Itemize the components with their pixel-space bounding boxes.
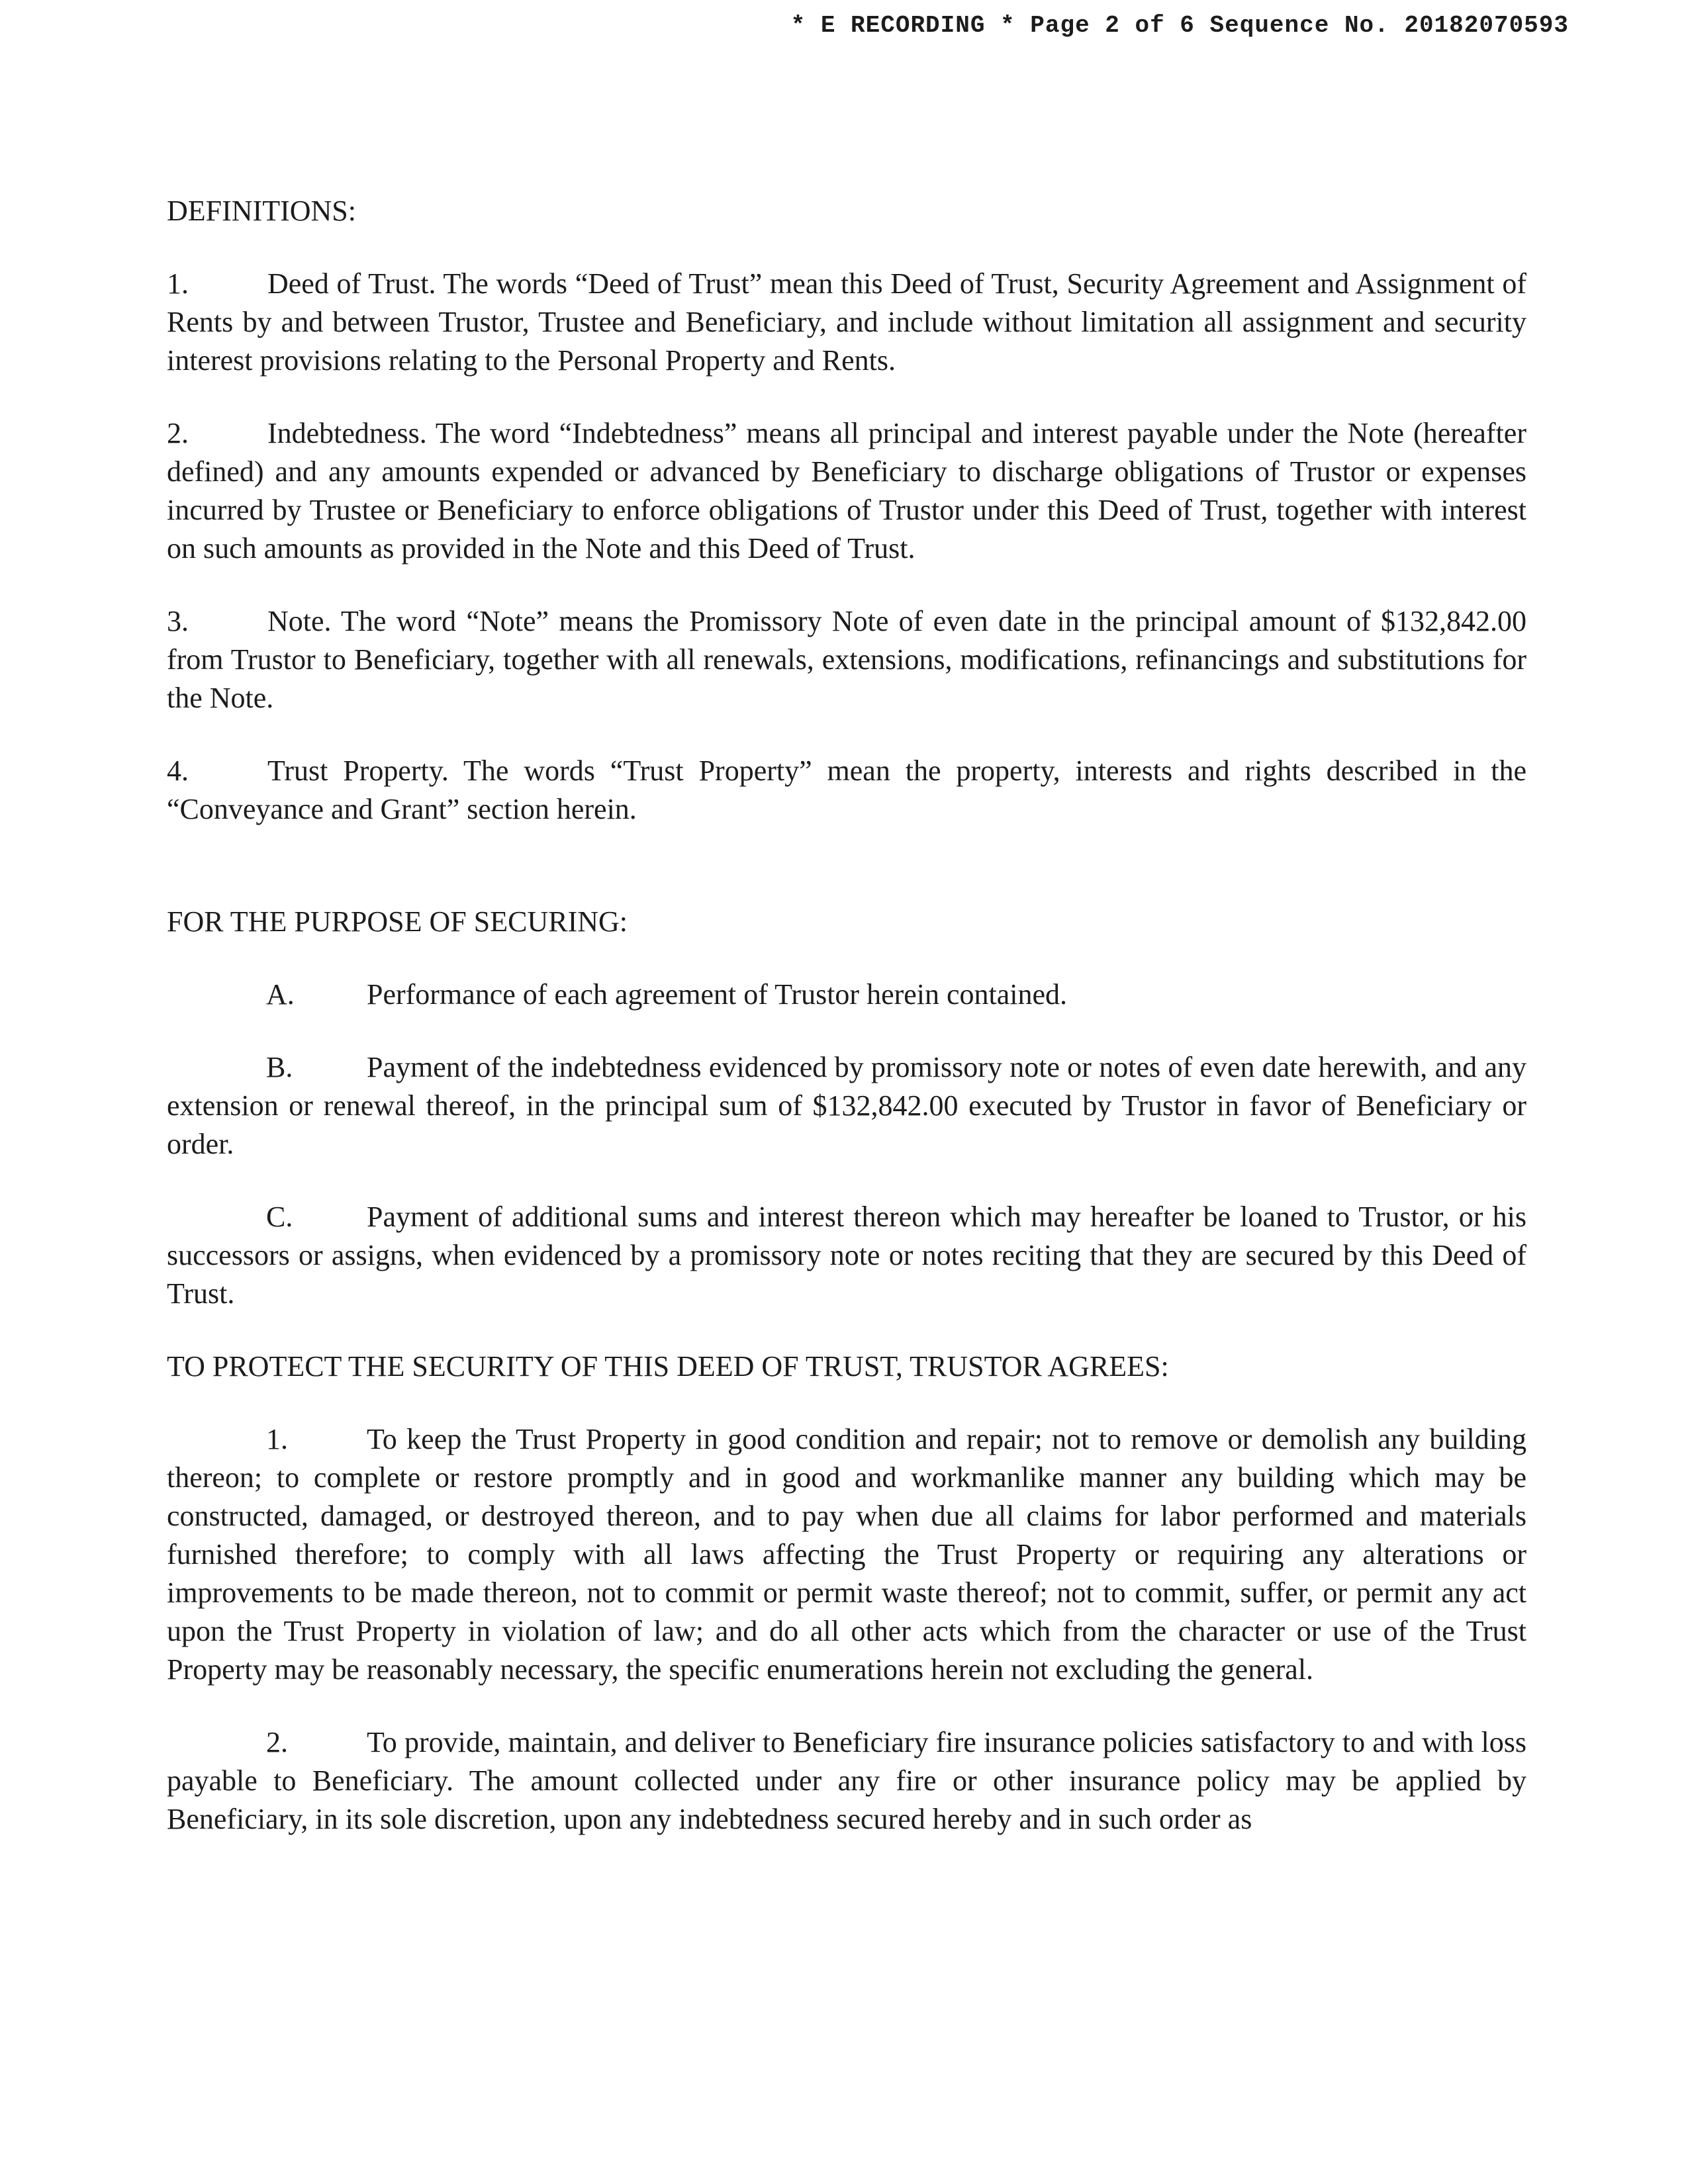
definition-text: Note. The word “Note” means the Promissory Note of even date in the principal amount of $132,842.00 from Trustor to Beneficiary, together with all renewals, extensions, modifications, refinancings and substitutions for the Note. [167,605,1526,714]
definition-item-4 [167,752,1526,829]
securing-item-c [167,1198,1526,1313]
definition-number: 4. [167,754,189,787]
securing-letter: A. [266,978,295,1011]
securing-heading: FOR THE PURPOSE OF SECURING: [167,905,628,938]
definition-item-3 [167,602,1526,717]
definition-item-1 [167,265,1526,380]
definition-item-2 [167,414,1526,568]
definition-text: Indebtedness. The word “Indebtedness” means all principal and interest payable under the Note (hereafter defined) and any amounts expended or advanced by Beneficiary to discharge obligations of Trustor or expenses incurred by Trustee or Beneficiary to enforce obligations of Trustor under this Deed of Trust, together with interest on such amounts as provided in the Note and this Deed of Trust. [167,417,1526,565]
securing-text: Payment of the indebtedness evidenced by promissory note or notes of even date herewith, and any extension or renewal thereof, in the principal sum of $132,842.00 executed by Trustor in favor of Beneficiary or order. [167,1051,1526,1160]
protect-item-2 [167,1723,1526,1839]
document-page [167,192,1526,1839]
definition-number: 3. [167,605,189,637]
definitions-heading: DEFINITIONS: [167,195,356,227]
securing-text: Payment of additional sums and interest thereon which may hereafter be loaned to Trustor, or his successors or assigns, when evidenced by a promissory note or notes reciting that they are secured by this Deed of Trust. [167,1201,1526,1310]
protect-text: To keep the Trust Property in good condition and repair; not to remove or demolish any building thereon; to complete or restore promptly and in good and workmanlike manner any building which may be constructed, damaged, or destroyed thereon, and to pay when due all claims for labor performed and materials furnished therefore; to comply with all laws affecting the Trust Property or requiring any alterations or improvements to be made thereon, not to commit or permit waste thereof; not to commit, suffer, or permit any act upon the Trust Property in violation of law; and do all other acts which from the character or use of the Trust Property may be reasonably necessary, the specific enumerations herein not excluding the general. [167,1423,1526,1686]
protect-number: 1. [266,1423,288,1455]
recording-header: * E RECORDING * Page 2 of 6 Sequence No. 20182070593 [790,12,1569,39]
definition-text: Deed of Trust. The words “Deed of Trust” mean this Deed of Trust, Security Agreement and Assignment of Rents by and between Trustor, Trustee and Beneficiary, and include without limitation all assignment and security interest provisions relating to the Personal Property and Rents. [167,267,1526,377]
securing-letter: C. [266,1201,293,1233]
securing-item-a [167,976,1526,1014]
securing-letter: B. [266,1051,293,1083]
protect-number: 2. [266,1726,288,1758]
securing-item-b [167,1048,1526,1163]
securing-text: Performance of each agreement of Trustor herein contained. [367,978,1068,1011]
definition-text: Trust Property. The words “Trust Property” mean the property, interests and rights described in the “Conveyance and Grant” section herein. [167,754,1526,825]
protect-text: To provide, maintain, and deliver to Beneficiary fire insurance policies satisfactory to and with loss payable to Beneficiary. The amount collected under any fire or other insurance policy may be applied by Beneficiary, in its sole discretion, upon any indebtedness secured hereby and in such order as [167,1726,1526,1835]
protect-heading: TO PROTECT THE SECURITY OF THIS DEED OF TRUST, TRUSTOR AGREES: [167,1350,1169,1383]
definition-number: 2. [167,417,189,449]
protect-item-1 [167,1420,1526,1689]
definition-number: 1. [167,267,189,300]
